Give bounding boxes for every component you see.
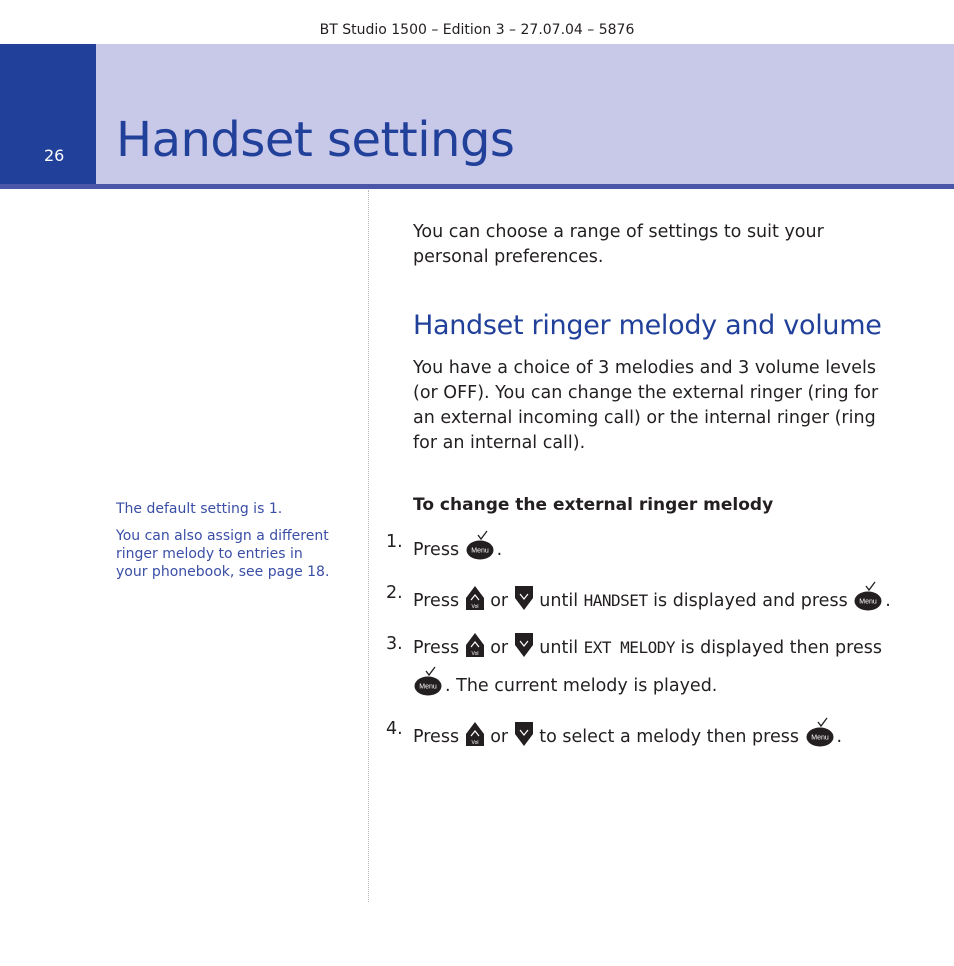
- intro-paragraph: You can choose a range of settings to suit your personal preferences.: [413, 222, 824, 267]
- menu-key-icon: [413, 666, 445, 704]
- menu-key-icon: [805, 717, 837, 755]
- running-head: BT Studio 1500 – Edition 3 – 27.07.04 – 5876: [319, 22, 635, 38]
- list-item: 4. Press Vol or to select a melody then press Menu .: [386, 717, 906, 755]
- scroll-down-key-icon: [514, 721, 534, 755]
- column-divider: [368, 190, 369, 902]
- svg-text:Menu: Menu: [470, 547, 489, 555]
- list-item: 3. Press Vol or until EXT MELODY is displayed then press Menu . The current melody is played.: [386, 632, 906, 704]
- step-number: 4.: [386, 719, 403, 739]
- side-note: The default setting is 1.: [116, 501, 283, 517]
- page-title: Handset settings: [116, 112, 515, 168]
- scroll-down-key-icon: [514, 632, 534, 666]
- main-content: [413, 220, 893, 270]
- section-paragraph: You have a choice of 3 melodies and 3 volume levels (or OFF). You can change the external ringer (ring for an external incoming call) or the internal ringer (ring for an internal call).: [413, 358, 879, 453]
- section-title: Handset ringer melody and volume: [413, 310, 882, 341]
- scroll-up-key-icon: [465, 632, 485, 666]
- list-item: 2. Press Vol or until HANDSET is displayed and press Menu .: [386, 581, 906, 619]
- svg-text:Menu: Menu: [810, 734, 829, 742]
- procedure-title: To change the external ringer melody: [413, 495, 774, 515]
- display-text: EXT MELODY: [583, 638, 675, 657]
- scroll-up-key-icon: [465, 585, 485, 619]
- scroll-down-key-icon: [514, 585, 534, 619]
- svg-text:Vol: Vol: [471, 651, 479, 657]
- display-text: HANDSET: [583, 591, 648, 610]
- step-number: 2.: [386, 583, 403, 603]
- step-number: 3.: [386, 634, 403, 654]
- scroll-up-key-icon: [465, 721, 485, 755]
- menu-key-icon: [465, 530, 497, 568]
- svg-text:Vol: Vol: [471, 740, 479, 746]
- page-number: 26: [44, 146, 65, 165]
- side-note: You can also assign a different ringer melody to entries in your phonebook, see page 18.: [116, 528, 330, 580]
- svg-text:Menu: Menu: [859, 598, 878, 606]
- svg-text:Menu: Menu: [419, 683, 437, 691]
- step-number: 1.: [386, 532, 403, 552]
- header-rule: [0, 184, 954, 189]
- svg-text:Vol: Vol: [471, 604, 479, 610]
- menu-key-icon: [853, 581, 885, 619]
- procedure-steps: [386, 530, 906, 768]
- side-notes: [116, 500, 338, 590]
- list-item: 1. Press Menu .: [386, 530, 906, 568]
